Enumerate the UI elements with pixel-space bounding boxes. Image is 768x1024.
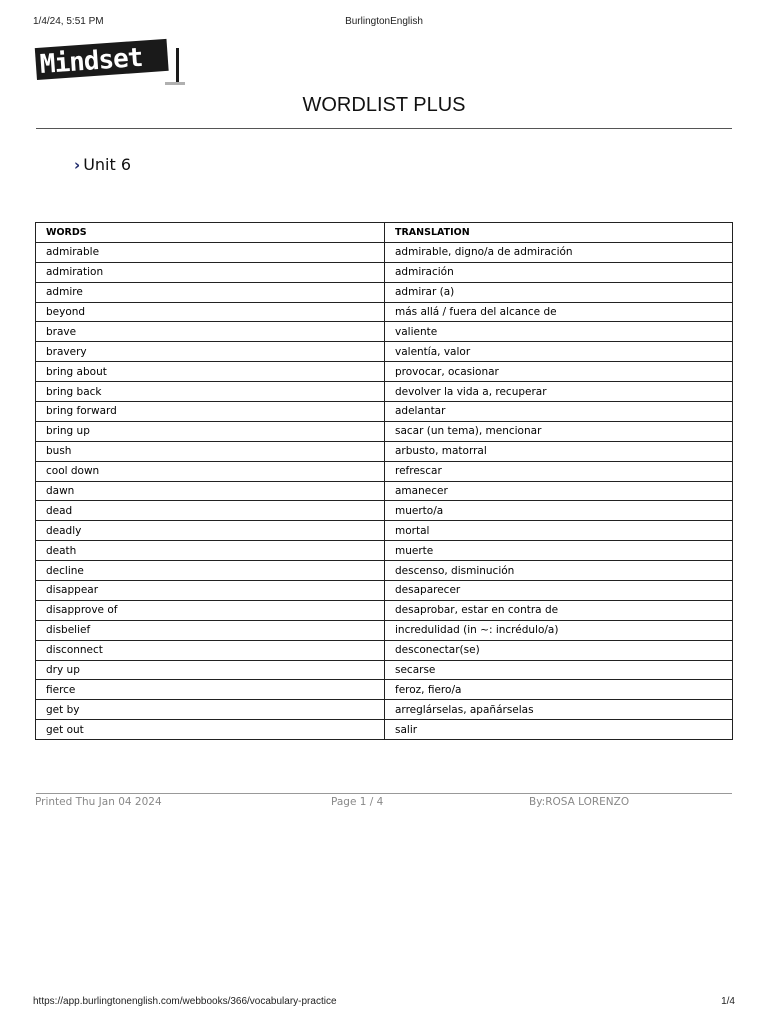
translation-cell: feroz, fiero/a [385, 680, 733, 700]
translation-cell: salir [385, 720, 733, 740]
word-cell: death [36, 541, 385, 561]
print-page-count: 1/4 [721, 996, 735, 1007]
translation-cell: arreglárselas, apañárselas [385, 700, 733, 720]
print-datetime: 1/4/24, 5:51 PM [33, 16, 104, 27]
translation-cell: admirable, digno/a de admiración [385, 242, 733, 262]
table-row [36, 322, 733, 342]
table-row [36, 441, 733, 461]
word-cell: disbelief [36, 620, 385, 640]
table-row [36, 421, 733, 441]
table-row [36, 362, 733, 382]
print-url: https://app.burlingtonenglish.com/webbooks/366/vocabulary-practice [33, 996, 337, 1007]
word-cell: bush [36, 441, 385, 461]
column-header-translation: TRANSLATION [385, 223, 733, 243]
table-row [36, 640, 733, 660]
table-row [36, 402, 733, 422]
word-cell: bring about [36, 362, 385, 382]
table-row [36, 700, 733, 720]
table-row [36, 342, 733, 362]
word-cell: decline [36, 561, 385, 581]
footer-author: By:ROSA LORENZO [529, 796, 630, 808]
translation-cell: desaparecer [385, 581, 733, 601]
translation-cell: refrescar [385, 461, 733, 481]
translation-cell: desconectar(se) [385, 640, 733, 660]
logo-text: Mindset [38, 42, 144, 80]
word-cell: brave [36, 322, 385, 342]
logo-bracket-vertical [176, 48, 179, 82]
table-row [36, 481, 733, 501]
unit-heading [74, 155, 131, 174]
word-cell: admire [36, 282, 385, 302]
word-cell: admiration [36, 262, 385, 282]
translation-cell: más allá / fuera del alcance de [385, 302, 733, 322]
table-row [36, 581, 733, 601]
table-row [36, 282, 733, 302]
table-row [36, 242, 733, 262]
translation-cell: muerte [385, 541, 733, 561]
translation-cell: descenso, disminución [385, 561, 733, 581]
chevron-right-icon: › [74, 156, 81, 174]
word-cell: bravery [36, 342, 385, 362]
word-cell: beyond [36, 302, 385, 322]
word-cell: disappear [36, 581, 385, 601]
translation-cell: secarse [385, 660, 733, 680]
translation-cell: amanecer [385, 481, 733, 501]
table-row [36, 680, 733, 700]
word-cell: disapprove of [36, 600, 385, 620]
footer-printed-date: Printed Thu Jan 04 2024 [35, 796, 162, 808]
table-row [36, 461, 733, 481]
table-row [36, 600, 733, 620]
translation-cell: arbusto, matorral [385, 441, 733, 461]
translation-cell: valentía, valor [385, 342, 733, 362]
table-row [36, 501, 733, 521]
page-title: WORDLIST PLUS [302, 94, 466, 116]
title-divider [36, 128, 732, 129]
translation-cell: muerto/a [385, 501, 733, 521]
word-cell: deadly [36, 521, 385, 541]
footer-divider [36, 793, 732, 794]
word-cell: bring back [36, 382, 385, 402]
table-row [36, 720, 733, 740]
print-header [0, 16, 768, 30]
translation-cell: incredulidad (in ~: incrédulo/a) [385, 620, 733, 640]
mindset-logo [37, 44, 187, 86]
word-cell: admirable [36, 242, 385, 262]
word-cell: get by [36, 700, 385, 720]
table-header-row [36, 223, 733, 243]
word-cell: dead [36, 501, 385, 521]
word-cell: bring forward [36, 402, 385, 422]
translation-cell: admirar (a) [385, 282, 733, 302]
print-site-name: BurlingtonEnglish [345, 16, 423, 27]
translation-cell: adelantar [385, 402, 733, 422]
translation-cell: devolver la vida a, recuperar [385, 382, 733, 402]
table-row [36, 660, 733, 680]
table-row [36, 620, 733, 640]
word-cell: dawn [36, 481, 385, 501]
table-row [36, 521, 733, 541]
word-cell: get out [36, 720, 385, 740]
wordlist-table [35, 222, 733, 740]
word-cell: fierce [36, 680, 385, 700]
translation-cell: mortal [385, 521, 733, 541]
word-cell: dry up [36, 660, 385, 680]
word-cell: cool down [36, 461, 385, 481]
translation-cell: valiente [385, 322, 733, 342]
translation-cell: desaprobar, estar en contra de [385, 600, 733, 620]
table-row [36, 541, 733, 561]
translation-cell: provocar, ocasionar [385, 362, 733, 382]
word-cell: bring up [36, 421, 385, 441]
column-header-words: WORDS [36, 223, 385, 243]
translation-cell: sacar (un tema), mencionar [385, 421, 733, 441]
table-row [36, 561, 733, 581]
unit-label: Unit 6 [83, 155, 132, 174]
footer-page-number: Page 1 / 4 [331, 796, 384, 808]
word-cell: disconnect [36, 640, 385, 660]
logo-bracket-horizontal [165, 82, 185, 85]
table-row [36, 302, 733, 322]
table-row [36, 382, 733, 402]
table-row [36, 262, 733, 282]
translation-cell: admiración [385, 262, 733, 282]
